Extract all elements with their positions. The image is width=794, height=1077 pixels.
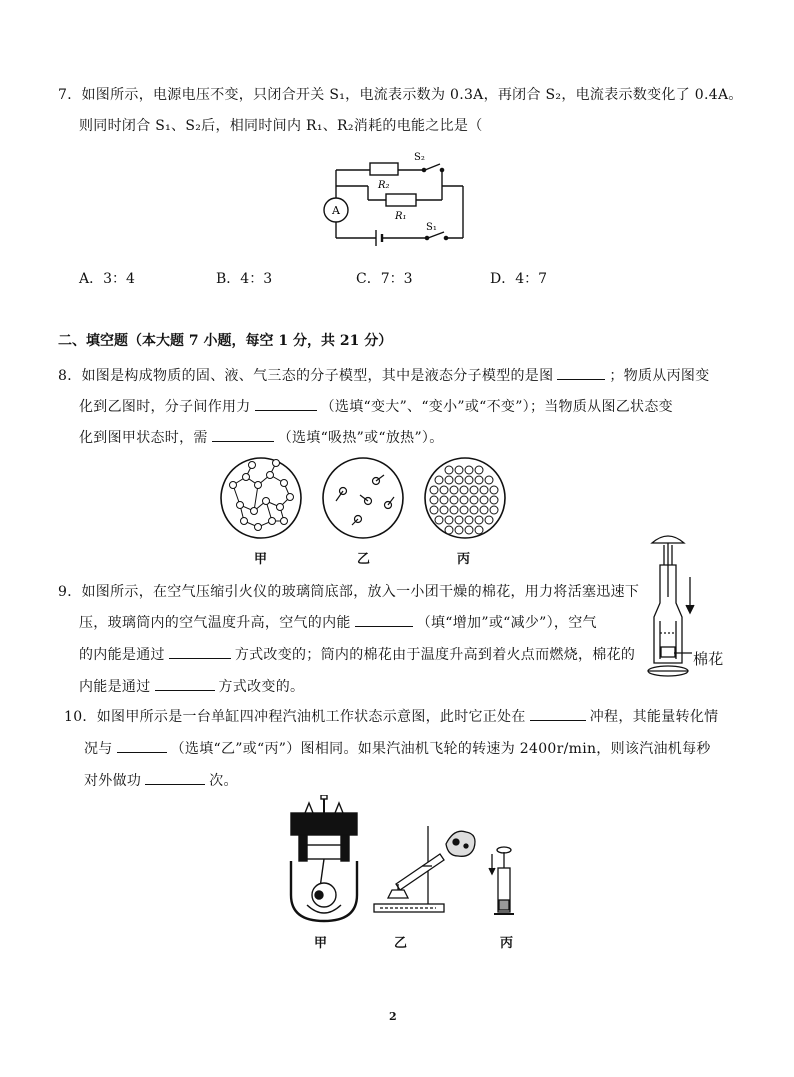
q8-blank-2	[255, 398, 317, 411]
q10-line-3	[84, 770, 238, 790]
q8-line-2	[79, 396, 673, 416]
molecule-model-jia	[221, 458, 301, 538]
q8-text-1b: ；物质从丙图变	[609, 368, 710, 384]
q9-text-2b: （填“增加”或“减少”），空气	[416, 615, 597, 631]
ammeter-label: A	[332, 204, 340, 217]
q7-option-d: D．4：7	[490, 271, 548, 287]
q10-text-3b: 次。	[209, 773, 238, 789]
q10-test-tube-figure	[370, 818, 480, 918]
q8-text-3a: 化到图甲状态时，需	[79, 430, 208, 446]
molecule-model-yi	[323, 458, 403, 538]
q7-circuit-diagram	[318, 148, 478, 248]
q10-blank-1	[530, 708, 586, 721]
q7-line-2: 则同时闭合 S₁、S₂后，相同时间内 R₁、R₂消耗的电能之比是（	[79, 118, 483, 134]
q8-text-1a: 8．如图是构成物质的固、液、气三态的分子模型，其中是液态分子模型的是图	[58, 368, 554, 384]
q10-caption-bing: 丙	[500, 936, 514, 951]
q9-blank-1	[355, 614, 413, 627]
q8-blank-1	[557, 367, 605, 380]
q9-text-3a: 的内能是通过	[79, 647, 165, 663]
q10-line-1	[64, 706, 718, 726]
q10-text-2a: 况与	[84, 741, 113, 757]
q9-text-3b: 方式改变的；筒内的棉花由于温度升高到着火点而燃烧，棉花的	[234, 647, 636, 663]
q9-blank-3	[155, 678, 215, 691]
q8-caption-bing: 丙	[457, 552, 471, 567]
q10-text-1b: 冲程，其能量转化情	[589, 709, 719, 725]
s2-label: S₂	[414, 152, 425, 163]
q9-line-3	[79, 644, 635, 664]
q9-text-4a: 内能是通过	[79, 679, 151, 695]
q10-caption-yi: 乙	[394, 936, 408, 951]
q9-line-4	[79, 676, 304, 696]
q9-cotton-label: 棉花	[693, 650, 724, 668]
section-heading-fill-in: 二、填空题（本大题 7 小题，每空 1 分，共 21 分）	[58, 333, 393, 349]
q7-option-c: C．7：3	[356, 271, 413, 287]
q10-syringe-figure	[486, 842, 520, 918]
q10-text-2b: （选填“乙”或“丙”）图相同。如果汽油机飞轮的转速为 2400r/min，则该汽油机每秒	[170, 741, 711, 757]
q7-option-a: A．3：4	[79, 271, 135, 287]
r2-label: R₂	[378, 180, 390, 191]
page-number: 2	[389, 1010, 397, 1023]
q9-blank-2	[169, 646, 231, 659]
q8-text-2b: （选填“变大”、“变小”或“不变”）；当物质从图乙状态变	[320, 399, 673, 415]
molecule-model-bing	[425, 458, 505, 538]
q10-blank-3	[145, 772, 205, 785]
s1-label: S₁	[426, 222, 437, 233]
q8-line-1	[58, 365, 710, 385]
r1-label: R₁	[395, 211, 407, 222]
q7-line-1: 7．如图所示，电源电压不变，只闭合开关 S₁，电流表示数为 0.3A，再闭合 S₂，电流表示数变化了 0.4A。	[58, 87, 743, 103]
q9-line-2	[79, 612, 597, 632]
q8-text-2a: 化到乙图时，分子间作用力	[79, 399, 251, 415]
q8-caption-yi: 乙	[357, 552, 371, 567]
q8-text-3b: （选填“吸热”或“放热”）。	[277, 430, 444, 446]
q10-line-2	[84, 738, 711, 758]
q10-blank-2	[117, 740, 167, 753]
q10-engine-figure	[285, 795, 365, 925]
q10-caption-jia: 甲	[314, 936, 328, 951]
q8-molecule-models	[218, 455, 508, 545]
q9-line-1: 9．如图所示，在空气压缩引火仪的玻璃筒底部，放入一小团干燥的棉花，用力将活塞迅速下	[58, 584, 640, 600]
q10-text-3a: 对外做功	[84, 773, 142, 789]
q8-line-3	[79, 427, 444, 447]
q9-text-4b: 方式改变的。	[218, 679, 305, 695]
q7-option-b: B．4：3	[216, 271, 273, 287]
q9-text-2a: 压，玻璃筒内的空气温度升高，空气的内能	[79, 615, 351, 631]
q8-blank-3	[212, 429, 274, 442]
q10-text-1a: 10．如图甲所示是一台单缸四冲程汽油机工作状态示意图，此时它正处在	[64, 709, 526, 725]
q8-caption-jia: 甲	[254, 552, 268, 567]
